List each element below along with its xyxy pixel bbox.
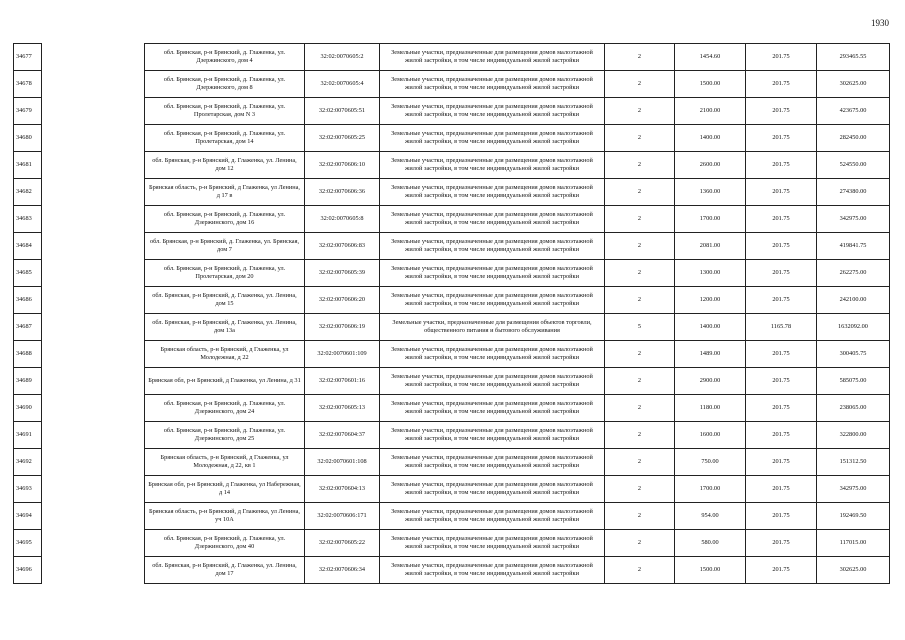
cell-area: 1700.00	[675, 476, 746, 503]
cell-rate: 201.75	[746, 476, 817, 503]
cell-cadastral-value: 300405.75	[817, 341, 890, 368]
cell-id: 34689	[14, 368, 42, 395]
cell-land-use: Земельные участки, предназначенные для размещения домов малоэтажной жилой застройки, в том числе индивидуальной жилой застройки	[380, 71, 605, 98]
table-row	[14, 71, 890, 98]
cell-area: 750.00	[675, 449, 746, 476]
cell-id: 34692	[14, 449, 42, 476]
cell-area: 580.00	[675, 530, 746, 557]
cell-category: 2	[605, 233, 675, 260]
cell-land-use: Земельные участки, предназначенные для размещения домов малоэтажной жилой застройки, в том числе индивидуальной жилой застройки	[380, 557, 605, 584]
cell-land-use: Земельные участки, предназначенные для размещения домов малоэтажной жилой застройки, в том числе индивидуальной жилой застройки	[380, 530, 605, 557]
cell-rate: 201.75	[746, 260, 817, 287]
cell-cadastral-number: 32:02:0070605:13	[305, 395, 380, 422]
cell-id: 34685	[14, 260, 42, 287]
cell-gap	[42, 530, 145, 557]
cell-category: 2	[605, 260, 675, 287]
cell-id: 34686	[14, 287, 42, 314]
cell-address: обл. Брянская, р-н Брянский, д. Глаженка, ул. Пролетарская, дом N 3	[145, 98, 305, 125]
cell-rate: 201.75	[746, 503, 817, 530]
table-row	[14, 98, 890, 125]
cell-cadastral-number: 32:02:0070606:10	[305, 152, 380, 179]
table-row	[14, 125, 890, 152]
cell-address: обл. Брянская, р-н Брянский, д. Глаженка, ул. Ленина, дом 12	[145, 152, 305, 179]
cell-gap	[42, 71, 145, 98]
table-row	[14, 449, 890, 476]
table-row	[14, 206, 890, 233]
cell-address: обл. Брянская, р-н Брянский, д. Глаженка, ул. Дзержинского, дом 40	[145, 530, 305, 557]
table-row	[14, 260, 890, 287]
cell-id: 34695	[14, 530, 42, 557]
cell-area: 2600.00	[675, 152, 746, 179]
table-body	[14, 44, 890, 584]
table-row	[14, 233, 890, 260]
cell-area: 1400.00	[675, 125, 746, 152]
cell-gap	[42, 233, 145, 260]
cell-category: 5	[605, 314, 675, 341]
cell-gap	[42, 449, 145, 476]
cell-area: 1454.60	[675, 44, 746, 71]
table-row	[14, 341, 890, 368]
cell-category: 2	[605, 71, 675, 98]
cell-cadastral-number: 32:02:0070601:108	[305, 449, 380, 476]
cell-cadastral-value: 1632092.00	[817, 314, 890, 341]
cell-gap	[42, 476, 145, 503]
cell-category: 2	[605, 449, 675, 476]
cell-cadastral-value: 117015.00	[817, 530, 890, 557]
cell-category: 2	[605, 557, 675, 584]
cell-gap	[42, 422, 145, 449]
cell-area: 1360.00	[675, 179, 746, 206]
cell-land-use: Земельные участки, предназначенные для размещения домов малоэтажной жилой застройки, в том числе индивидуальной жилой застройки	[380, 260, 605, 287]
cell-rate: 201.75	[746, 98, 817, 125]
table-row	[14, 557, 890, 584]
cell-area: 1500.00	[675, 71, 746, 98]
cell-cadastral-number: 32:02:0070605:2	[305, 44, 380, 71]
cell-address: обл. Брянская, р-н Брянский, д. Глаженка, ул. Ленина, дом 15	[145, 287, 305, 314]
cell-id: 34682	[14, 179, 42, 206]
cell-rate: 201.75	[746, 368, 817, 395]
cell-land-use: Земельные участки, предназначенные для размещения домов малоэтажной жилой застройки, в том числе индивидуальной жилой застройки	[380, 206, 605, 233]
cell-category: 2	[605, 422, 675, 449]
cell-category: 2	[605, 206, 675, 233]
cell-cadastral-number: 32:02:0070606:20	[305, 287, 380, 314]
cell-area: 1200.00	[675, 287, 746, 314]
cell-cadastral-value: 293465.55	[817, 44, 890, 71]
cell-gap	[42, 557, 145, 584]
cell-land-use: Земельные участки, предназначенные для размещения домов малоэтажной жилой застройки, в том числе индивидуальной жилой застройки	[380, 287, 605, 314]
cell-gap	[42, 179, 145, 206]
table-row	[14, 368, 890, 395]
cell-cadastral-value: 282450.00	[817, 125, 890, 152]
cell-rate: 201.75	[746, 125, 817, 152]
cell-gap	[42, 503, 145, 530]
cell-rate: 201.75	[746, 233, 817, 260]
cell-address: обл. Брянская, р-н Брянский, д. Глаженка, ул. Дзержинского, дом 16	[145, 206, 305, 233]
cell-address: Брянская обл, р-н Брянский, д Глаженка, ул Набережная, д 14	[145, 476, 305, 503]
cell-id: 34678	[14, 71, 42, 98]
cell-category: 2	[605, 368, 675, 395]
cell-rate: 201.75	[746, 341, 817, 368]
cell-id: 34679	[14, 98, 42, 125]
cell-id: 34694	[14, 503, 42, 530]
table-row	[14, 422, 890, 449]
cell-gap	[42, 287, 145, 314]
cell-cadastral-value: 342975.00	[817, 476, 890, 503]
cell-cadastral-number: 32:02:0070606:36	[305, 179, 380, 206]
cell-land-use: Земельные участки, предназначенные для размещения домов малоэтажной жилой застройки, в том числе индивидуальной жилой застройки	[380, 368, 605, 395]
cell-area: 2900.00	[675, 368, 746, 395]
cell-rate: 201.75	[746, 44, 817, 71]
cell-cadastral-number: 32:02:0070606:19	[305, 314, 380, 341]
cell-id: 34693	[14, 476, 42, 503]
cell-area: 954.00	[675, 503, 746, 530]
cell-land-use: Земельные участки, предназначенные для размещения домов малоэтажной жилой застройки, в том числе индивидуальной жилой застройки	[380, 125, 605, 152]
cell-rate: 201.75	[746, 287, 817, 314]
cell-cadastral-value: 302625.00	[817, 71, 890, 98]
cell-address: обл. Брянская, р-н Брянский, д. Глаженка, ул. Дзержинского, дом 24	[145, 395, 305, 422]
cell-cadastral-value: 419841.75	[817, 233, 890, 260]
cell-gap	[42, 314, 145, 341]
cell-rate: 201.75	[746, 152, 817, 179]
cell-cadastral-number: 32:02:0070606:34	[305, 557, 380, 584]
cell-land-use: Земельные участки, предназначенные для размещения домов малоэтажной жилой застройки, в том числе индивидуальной жилой застройки	[380, 395, 605, 422]
cell-address: обл. Брянская, р-н Брянский, д. Глаженка, ул. Дзержинского, дом 25	[145, 422, 305, 449]
cell-cadastral-number: 32:02:0070605:51	[305, 98, 380, 125]
table-row	[14, 287, 890, 314]
cell-gap	[42, 206, 145, 233]
cell-gap	[42, 152, 145, 179]
cell-id: 34680	[14, 125, 42, 152]
cell-cadastral-value: 238065.00	[817, 395, 890, 422]
cell-rate: 201.75	[746, 71, 817, 98]
cell-gap	[42, 368, 145, 395]
table-row	[14, 152, 890, 179]
cell-id: 34683	[14, 206, 42, 233]
cell-cadastral-number: 32:02:0070606:171	[305, 503, 380, 530]
cell-category: 2	[605, 395, 675, 422]
cell-category: 2	[605, 44, 675, 71]
cell-area: 1500.00	[675, 557, 746, 584]
cell-area: 2100.00	[675, 98, 746, 125]
cell-address: Брянская область, р-н Брянский, д Глаженка, ул Ленина, д 17 в	[145, 179, 305, 206]
cell-land-use: Земельные участки, предназначенные для размещения домов малоэтажной жилой застройки, в том числе индивидуальной жилой застройки	[380, 98, 605, 125]
cell-category: 2	[605, 530, 675, 557]
cell-land-use: Земельные участки, предназначенные для размещения домов малоэтажной жилой застройки, в том числе индивидуальной жилой застройки	[380, 341, 605, 368]
cell-id: 34681	[14, 152, 42, 179]
cell-land-use: Земельные участки, предназначенные для размещения домов малоэтажной жилой застройки, в том числе индивидуальной жилой застройки	[380, 233, 605, 260]
cell-address: обл. Брянская, р-н Брянский, д. Глаженка, ул. Пролетарская, дом 14	[145, 125, 305, 152]
cell-area: 1180.00	[675, 395, 746, 422]
cell-address: Брянская обл, р-н Брянский, д Глаженка, ул Ленина, д 31	[145, 368, 305, 395]
cell-rate: 201.75	[746, 449, 817, 476]
cell-area: 1700.00	[675, 206, 746, 233]
cell-address: обл. Брянская, р-н Брянский, д. Глаженка, ул. Ленина, дом 13а	[145, 314, 305, 341]
table-row	[14, 530, 890, 557]
table-row	[14, 314, 890, 341]
cell-rate: 201.75	[746, 179, 817, 206]
cell-category: 2	[605, 152, 675, 179]
cell-gap	[42, 44, 145, 71]
cell-cadastral-value: 151312.50	[817, 449, 890, 476]
cell-address: обл. Брянская, р-н Брянский, д. Глаженка, ул. Брянская, дом 7	[145, 233, 305, 260]
land-registry-table	[13, 43, 890, 584]
cell-land-use: Земельные участки, предназначенные для размещения домов малоэтажной жилой застройки, в том числе индивидуальной жилой застройки	[380, 476, 605, 503]
cell-area: 1300.00	[675, 260, 746, 287]
cell-cadastral-number: 32:02:0070605:22	[305, 530, 380, 557]
cell-id: 34696	[14, 557, 42, 584]
cell-land-use: Земельные участки, предназначенные для размещения домов малоэтажной жилой застройки, в том числе индивидуальной жилой застройки	[380, 449, 605, 476]
cell-address: обл. Брянская, р-н Брянский, д. Глаженка, ул. Дзержинского, дом 4	[145, 44, 305, 71]
cell-cadastral-number: 32:02:0070605:8	[305, 206, 380, 233]
cell-cadastral-number: 32:02:0070604:13	[305, 476, 380, 503]
cell-category: 2	[605, 287, 675, 314]
cell-cadastral-number: 32:02:0070606:83	[305, 233, 380, 260]
cell-address: обл. Брянская, р-н Брянский, д. Глаженка, ул. Ленина, дом 17	[145, 557, 305, 584]
cell-cadastral-value: 322800.00	[817, 422, 890, 449]
cell-cadastral-value: 262275.00	[817, 260, 890, 287]
cell-category: 2	[605, 341, 675, 368]
cell-category: 2	[605, 503, 675, 530]
cell-id: 34690	[14, 395, 42, 422]
cell-cadastral-number: 32:02:0070601:109	[305, 341, 380, 368]
cell-id: 34688	[14, 341, 42, 368]
table-row	[14, 395, 890, 422]
cell-cadastral-value: 192469.50	[817, 503, 890, 530]
cell-address: обл. Брянская, р-н Брянский, д. Глаженка, ул. Пролетарская, дом 20	[145, 260, 305, 287]
cell-area: 1600.00	[675, 422, 746, 449]
cell-category: 2	[605, 476, 675, 503]
cell-rate: 201.75	[746, 206, 817, 233]
cell-category: 2	[605, 98, 675, 125]
cell-cadastral-number: 32:02:0070605:4	[305, 71, 380, 98]
cell-land-use: Земельные участки, предназначенные для размещения домов малоэтажной жилой застройки, в том числе индивидуальной жилой застройки	[380, 503, 605, 530]
cell-rate: 1165.78	[746, 314, 817, 341]
cell-area: 2081.00	[675, 233, 746, 260]
table-row	[14, 503, 890, 530]
page-number: 1930	[871, 18, 889, 28]
cell-id: 34687	[14, 314, 42, 341]
table-row	[14, 44, 890, 71]
cell-rate: 201.75	[746, 557, 817, 584]
cell-id: 34677	[14, 44, 42, 71]
cell-gap	[42, 395, 145, 422]
cell-cadastral-value: 342975.00	[817, 206, 890, 233]
cell-cadastral-value: 302625.00	[817, 557, 890, 584]
cell-area: 1489.00	[675, 341, 746, 368]
cell-rate: 201.75	[746, 395, 817, 422]
cell-cadastral-value: 423675.00	[817, 98, 890, 125]
cell-cadastral-number: 32:02:0070605:25	[305, 125, 380, 152]
cell-gap	[42, 98, 145, 125]
cell-category: 2	[605, 125, 675, 152]
cell-address: Брянская область, р-н Брянский, д Глаженка, ул Молодежная, д 22, кв 1	[145, 449, 305, 476]
cell-cadastral-number: 32:02:0070604:37	[305, 422, 380, 449]
cell-land-use: Земельные участки, предназначенные для размещения объектов торговли, общественного питания и бытового обслуживания	[380, 314, 605, 341]
cell-land-use: Земельные участки, предназначенные для размещения домов малоэтажной жилой застройки, в том числе индивидуальной жилой застройки	[380, 152, 605, 179]
cell-cadastral-value: 585075.00	[817, 368, 890, 395]
cell-cadastral-value: 274380.00	[817, 179, 890, 206]
cell-category: 2	[605, 179, 675, 206]
cell-land-use: Земельные участки, предназначенные для размещения домов малоэтажной жилой застройки, в том числе индивидуальной жилой застройки	[380, 422, 605, 449]
cell-address: Брянская область, р-н Брянский, д Глаженка, ул Ленина, уч 10А	[145, 503, 305, 530]
cell-cadastral-value: 524550.00	[817, 152, 890, 179]
cell-cadastral-number: 32:02:0070601:16	[305, 368, 380, 395]
cell-rate: 201.75	[746, 530, 817, 557]
cell-cadastral-value: 242100.00	[817, 287, 890, 314]
cell-land-use: Земельные участки, предназначенные для размещения домов малоэтажной жилой застройки, в том числе индивидуальной жилой застройки	[380, 179, 605, 206]
cell-address: Брянская область, р-н Брянский, д Глаженка, ул Молодежная, д 22	[145, 341, 305, 368]
cell-gap	[42, 125, 145, 152]
cell-id: 34684	[14, 233, 42, 260]
cell-cadastral-number: 32:02:0070605:39	[305, 260, 380, 287]
cell-rate: 201.75	[746, 422, 817, 449]
cell-address: обл. Брянская, р-н Брянский, д. Глаженка, ул. Дзержинского, дом 8	[145, 71, 305, 98]
cell-land-use: Земельные участки, предназначенные для размещения домов малоэтажной жилой застройки, в том числе индивидуальной жилой застройки	[380, 44, 605, 71]
cell-id: 34691	[14, 422, 42, 449]
cell-gap	[42, 341, 145, 368]
cell-gap	[42, 260, 145, 287]
cell-area: 1400.00	[675, 314, 746, 341]
table-row	[14, 179, 890, 206]
table-row	[14, 476, 890, 503]
